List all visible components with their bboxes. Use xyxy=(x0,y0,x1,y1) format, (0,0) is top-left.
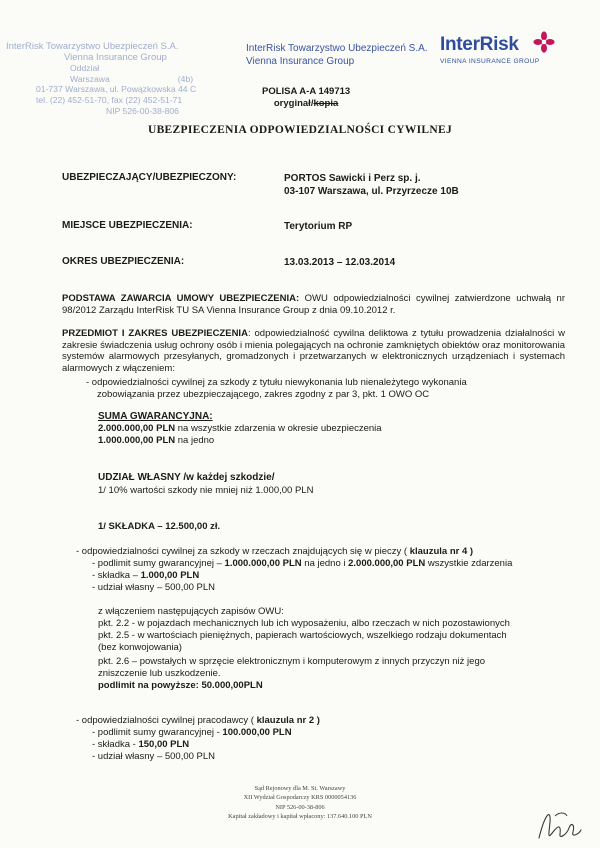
owu-point-2-5: pkt. 2.5 - w wartościach pieniężnych, papierach wartościowych, wszelkiego rodzaju dokumentach xyxy=(98,630,507,641)
scope-item-1: - odpowiedzialności cywilnej za szkody z tytułu niewykonania lub nienależytego wykonania xyxy=(86,377,467,388)
copy-label-struck: kopia xyxy=(313,98,339,109)
clause4-premium: - składka – 1.000,00 PLN xyxy=(92,570,200,581)
sum-heading: SUMA GWARANCYJNA: xyxy=(98,411,213,422)
scope-label: PRZEDMIOT I ZAKRES UBEZPIECZENIA xyxy=(62,328,248,339)
scope-text: : odpowiedzialność cywilna deliktowa z tytułu prowadzenia działalności w zakresie świadczenia usług ochrony osób i mienia polegających na ochronie zamkniętych obiektów oraz monitorowania systemów alarmowych przesyłanych, gromadzonych i przetwarzanych w elektronicznych urządzeniach i systemach alarmowych z włączeniem: xyxy=(62,328,565,374)
footer-nip: NIP 526-00-38-806 xyxy=(275,803,325,811)
footer-court: Sąd Rejonowy dla M. St. Warszawy xyxy=(254,785,346,792)
policy-block xyxy=(262,86,350,110)
company-group: Vienna Insurance Group xyxy=(246,56,355,67)
clause4-intro: - odpowiedzialności cywilnej za szkody w rzeczach znajdujących się w pieczy ( klauzula nr 4 ) xyxy=(76,546,474,557)
period-label: OKRES UBEZPIECZENIA: xyxy=(62,256,185,267)
stamp-line-branch: Oddział Warszawa (4b) xyxy=(70,63,194,84)
sum-amount-2: 1.000.000,00 PLN na jedno xyxy=(98,435,215,446)
deductible-text: 1/ 10% wartości szkody nie mniej niż 1.000,00 PLN xyxy=(98,485,314,496)
flower-logo-icon xyxy=(533,31,555,53)
footer-krs: XII Wydział Gospodarczy KRS 0000054136 xyxy=(243,794,357,802)
premium: 1/ SKŁADKA – 12.500,00 zł. xyxy=(98,521,221,532)
basis-label: PODSTAWA ZAWARCIA UMOWY UBEZPIECZENIA: xyxy=(62,293,300,304)
owu-point-2-5-cont: (bez konwojowania) xyxy=(98,642,182,653)
owu-point-2-2: pkt. 2.2 - w pojazdach mechanicznych lub ich wyposażeniu, albo rzeczach w nich pozostawionych xyxy=(98,618,510,629)
stamp-line-address: 01-737 Warszawa, ul. Powązkowska 44 C xyxy=(36,84,197,95)
company-name: InterRisk Towarzystwo Ubezpieczeń S.A. xyxy=(246,43,428,54)
basis-paragraph xyxy=(62,293,565,316)
place-value: Terytorium RP xyxy=(284,221,353,232)
insurer-value xyxy=(284,172,459,198)
document-title: UBEZPIECZENIA ODPOWIEDZIALNOŚCI CYWILNEJ xyxy=(147,124,453,136)
stamp-line-group: Vienna Insurance Group xyxy=(64,51,167,63)
scope-item-1-cont: zobowiązania przez ubezpieczającego, zakres zgodny z par 3, pkt. 1 OWO OC xyxy=(97,389,430,400)
owu-point-2-6-cont: zniszczenie lub uszkodzenie. xyxy=(98,668,221,679)
place-label: MIEJSCE UBEZPIECZENIA: xyxy=(62,220,193,231)
insurer-address: 03-107 Warszawa, ul. Przyrzecze 10B xyxy=(284,186,459,197)
clause4-deductible: - udział własny – 500,00 PLN xyxy=(92,582,216,593)
scope-paragraph xyxy=(62,328,565,374)
policy-original-copy xyxy=(262,98,350,110)
basis-text: OWU odpowiedzialności cywilnej zatwierdzone uchwałą nr 98/2012 Zarządu InterRisk TU SA Vienna Insurance Group z dnia 09.10.2012 r. xyxy=(62,293,565,316)
stamp-line-company: InterRisk Towarzystwo Ubezpieczeń S.A. xyxy=(6,41,179,52)
original-label: oryginał/ xyxy=(273,98,314,109)
insurer-name: PORTOS Sawicki i Perz sp. j. xyxy=(284,173,421,184)
stamp-line-nip: NIP 526-00-38-806 xyxy=(106,105,179,116)
footer-capital: Kapitał zakładowy i kapitał wpłacony: 137.640.100 PLN xyxy=(228,813,372,821)
deductible-heading: UDZIAŁ WŁASNY /w każdej szkodzie/ xyxy=(98,472,275,483)
clause2-intro: - odpowiedzialności cywilnej pracodawcy ( klauzula nr 2 ) xyxy=(76,715,320,726)
handwritten-signature-icon xyxy=(535,804,585,844)
stamp-line-phone: tel. (22) 452-51-70, fax (22) 452-51-71 xyxy=(36,94,183,105)
logo-word: InterRisk xyxy=(440,34,519,55)
office-stamp xyxy=(6,42,206,116)
owu-sublimit: podlimit na powyższe: 50.000,00PLN xyxy=(98,680,263,691)
clause4-sublimit: - podlimit sumy gwarancyjnej – 1.000.000,00 PLN na jedno i 2.000.000,00 PLN wszystkie zdarzenia xyxy=(92,558,513,569)
company-header xyxy=(246,42,428,68)
clause2-sublimit: - podlimit sumy gwarancyjnej - 100.000,00 PLN xyxy=(92,727,292,738)
logo-subtitle: VIENNA INSURANCE GROUP xyxy=(440,58,540,65)
clause2-deductible: - udział własny – 500,00 PLN xyxy=(92,751,216,762)
stamp-branch-code: (4b) xyxy=(177,73,194,84)
owu-point-2-6: pkt. 2.6 – powstałych w sprzęcie elektronicznym i komputerowym z innych przyczyn niż jego xyxy=(98,656,486,667)
owu-intro: z włączeniem następujących zapisów OWU: xyxy=(98,606,284,617)
period-value: 13.03.2013 – 12.03.2014 xyxy=(284,257,396,268)
insurer-label: UBEZPIECZAJĄCY/UBEZPIECZONY: xyxy=(62,172,237,183)
clause2-premium: - składka - 150,00 PLN xyxy=(92,739,190,750)
sum-amount-1: 2.000.000,00 PLN na wszystkie zdarzenia w okresie ubezpieczenia xyxy=(98,423,382,434)
registry-footer xyxy=(0,784,600,822)
policy-number: POLISA A-A 149713 xyxy=(262,86,351,97)
company-logo xyxy=(440,34,580,65)
